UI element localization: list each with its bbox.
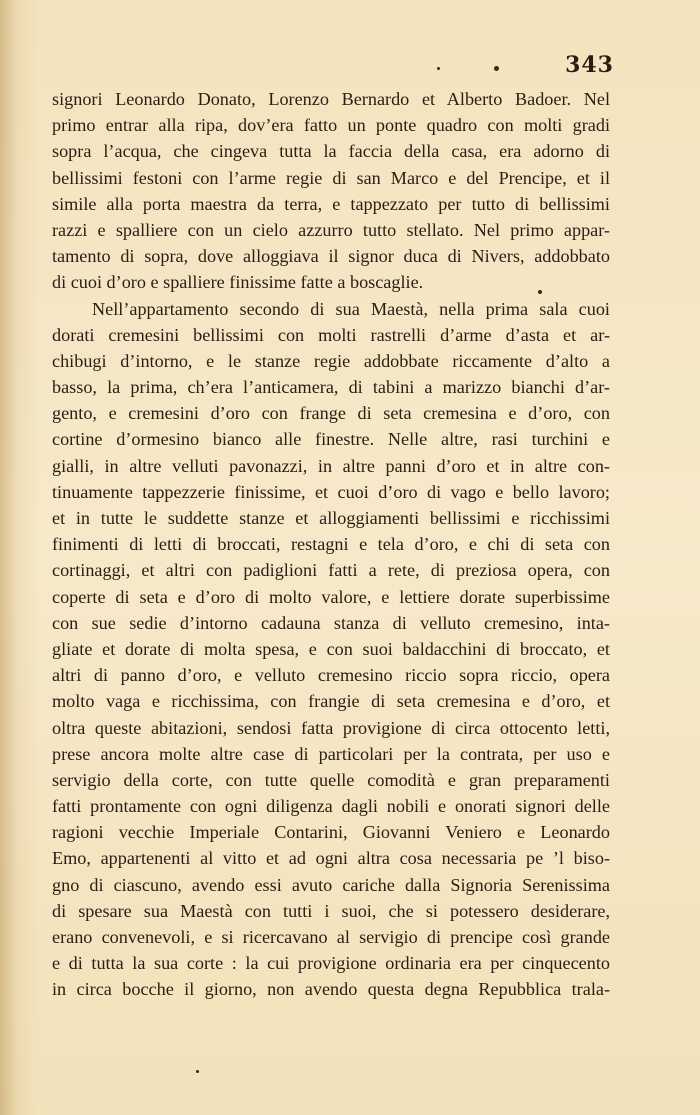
text-line: cortine d’ormesino bianco alle finestre. Nelle altre, rasi turchini e [52, 429, 610, 450]
text-line: chibugi d’intorno, e le stanze regie addobbate riccamente d’alto a [52, 350, 610, 371]
text-line: sopra l’acqua, che cingeva tutta la faccia della casa, era adorno di [52, 141, 610, 162]
text-line: erano convenevoli, e si ricercavano al servigio di prencipe così grande [52, 927, 610, 947]
text-line: gno di ciascuno, avendo essi avuto cariche dalla Signoria Serenissima [52, 874, 610, 895]
text-line: fatti prontamente con ogni diligenza dagli nobili e onorati signori delle [52, 796, 610, 817]
text-line: finimenti di letti di broccati, restagni e tela d’oro, e chi di seta con [52, 534, 610, 555]
text-line: razzi e spalliere con un cielo azzurro tutto stellato. Nel primo appar- [52, 219, 610, 240]
text-line: simile alla porta maestra da terra, e tappezzato per tutto di bellissimi [52, 193, 610, 214]
text-line: cortinaggi, et altri con padiglioni fatti a rete, di preziosa opera, con [52, 560, 610, 581]
text-line: coperte di seta e d’oro di molto valore, e lettiere dorate superbissime [52, 586, 610, 607]
text-line: prese ancora molte altre case di particolari per la contrata, per uso e [52, 743, 610, 764]
ink-speck [196, 1070, 199, 1073]
text-line: gento, e cremesini d’oro con frange di seta cremesina e d’oro, con [52, 403, 610, 424]
text-line: primo entrar alla ripa, dov’era fatto un ponte quadro con molti gradi [52, 115, 610, 136]
text-line: tinuamente tappezzerie finissime, et cuoi d’oro di vago e bello lavoro; [52, 481, 610, 502]
text-line: molto vaga e ricchissima, con frangie di seta cremesina e d’oro, et [52, 691, 610, 712]
text-line: ragioni vecchie Imperiale Contarini, Giovanni Veniero e Leonardo [52, 822, 610, 843]
text-line: Emo, appartenenti al vitto et ad ogni altra cosa necessaria pe ’l biso- [52, 848, 610, 869]
text-line: con sue sedie d’intorno cadauna stanza di velluto cremesino, inta- [52, 612, 610, 633]
page-number: 343 [565, 52, 614, 78]
text-line: gialli, in altre velluti pavonazzi, in altre panni d’oro et in altre con- [52, 455, 610, 476]
text-line: e di tutta la sua corte : la cui provigione ordinaria era per cinquecento [52, 953, 610, 974]
ink-speck [494, 66, 499, 71]
text-line: in circa bocche il giorno, non avendo questa degna Repubblica trala- [52, 979, 610, 1000]
text-line: di spesare sua Maestà con tutti i suoi, che si potessero desiderare, [52, 900, 610, 921]
text-line: gliate et dorate di molta spesa, e con suoi baldacchini di broccato, et [52, 638, 610, 659]
text-line: signori Leonardo Donato, Lorenzo Bernardo et Alberto Badoer. Nel [52, 89, 610, 109]
text-line: tamento di sopra, dove alloggiava il signor duca di Nivers, addobbato [52, 246, 610, 267]
text-line: et in tutte le suddette stanze et alloggiamenti bellissimi e ricchissimi [52, 508, 610, 528]
text-line: servigio della corte, con tutte quelle comodità e gran preparamenti [52, 769, 610, 790]
text-line: oltra queste abitazioni, sendosi fatta provigione di circa ottocento letti, [52, 717, 610, 738]
text-line: dorati cremesini bellissimi con molti rastrelli d’arme d’asta et ar- [52, 324, 610, 345]
body-text [52, 86, 610, 1003]
text-line: bellissimi festoni con l’arme regie di san Marco e del Prencipe, et il [52, 167, 610, 188]
text-line: basso, la prima, ch’era l’anticamera, di tabini a marizzo bianchi d’ar- [52, 377, 610, 398]
ink-speck [437, 67, 440, 70]
text-line: di cuoi d’oro e spalliere finissime fatte a boscaglie. [52, 272, 424, 293]
text-line: Nell’appartamento secondo di sua Maestà, nella prima sala cuoi [92, 298, 610, 319]
text-line: altri di panno d’oro, e velluto cremesino riccio sopra riccio, opera [52, 665, 610, 686]
